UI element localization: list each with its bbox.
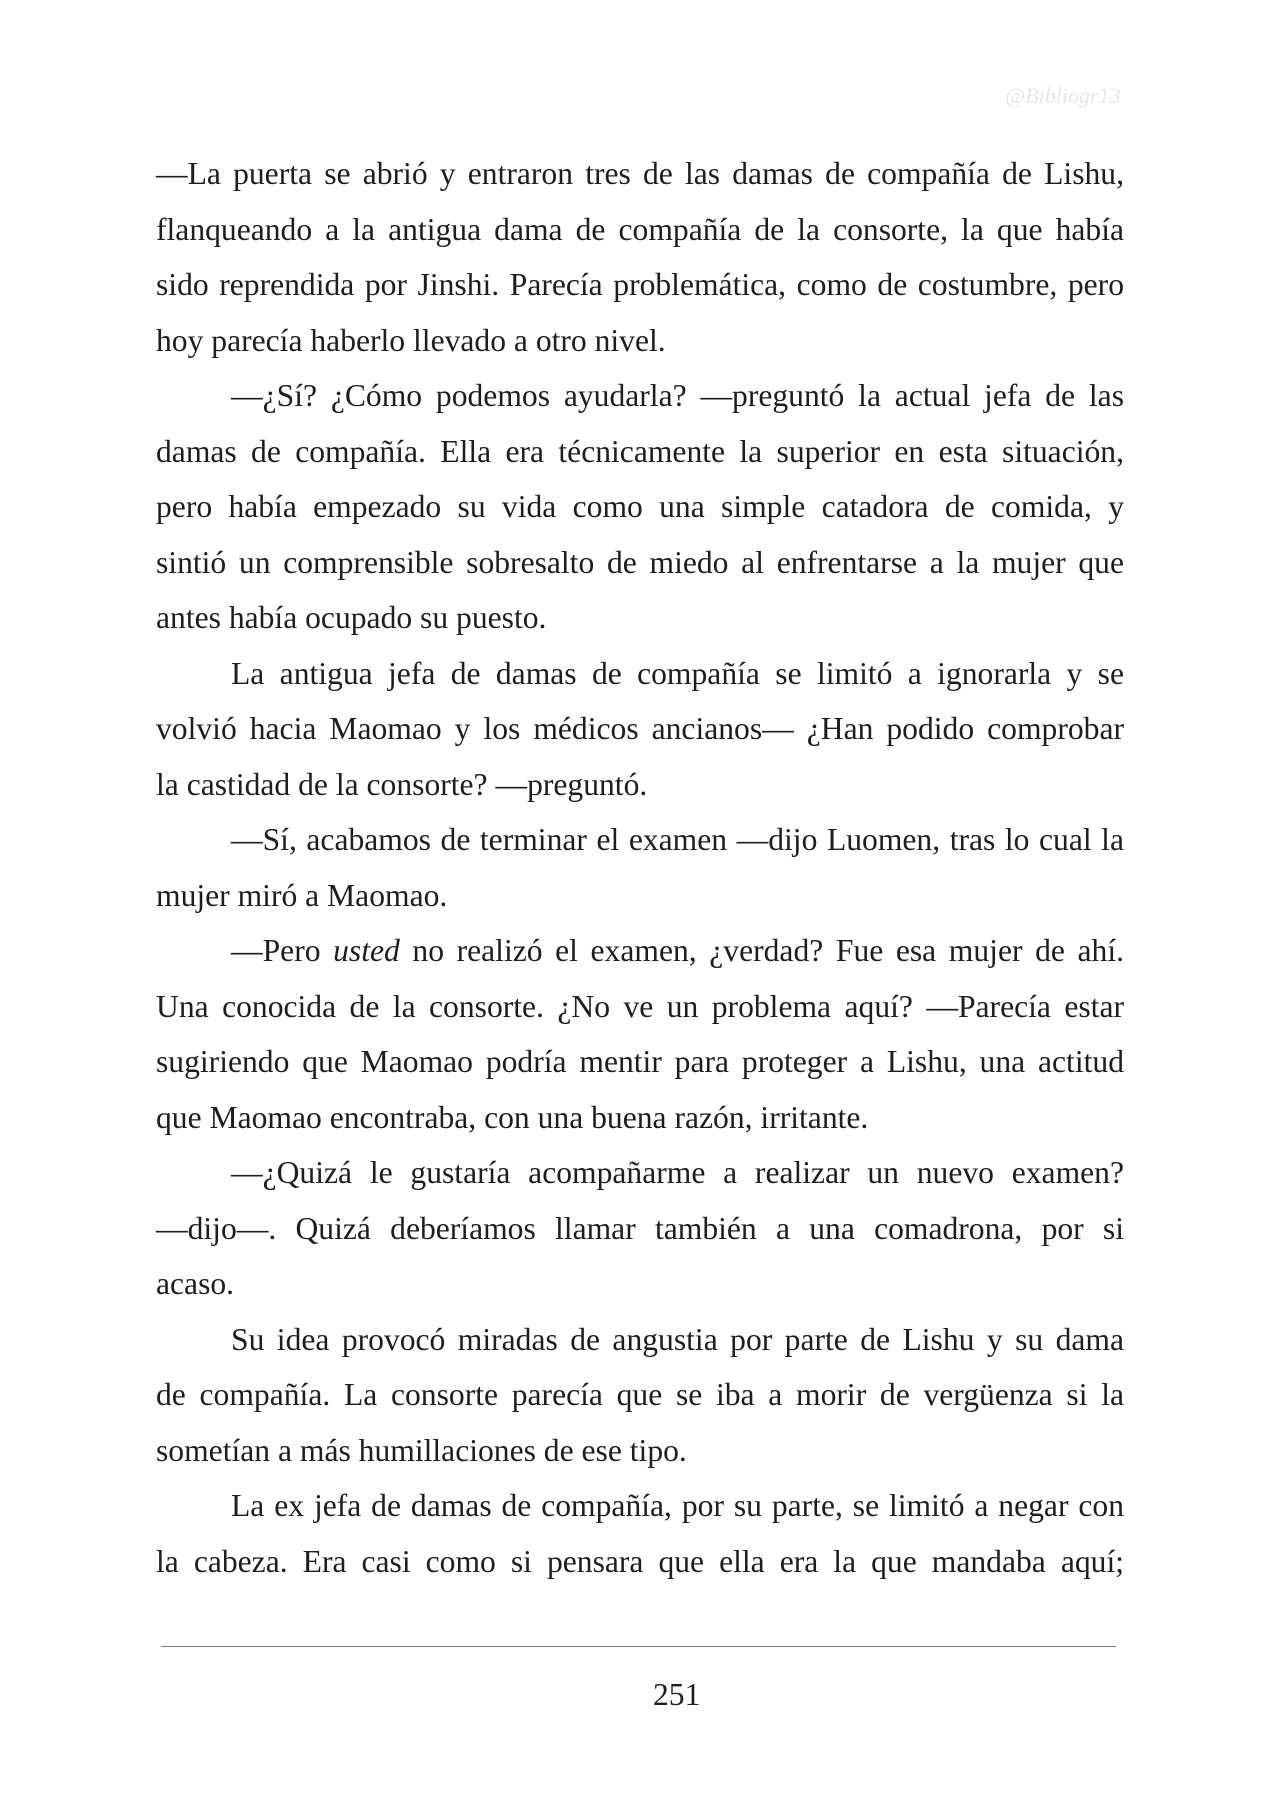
paragraph: [156, 812, 1124, 923]
text-line: damas de compañía. Ella era técnicamente la superior en esta situación,: [156, 433, 1124, 469]
text-line: Una conocida de la consorte. ¿No ve un problema aquí? —Parecía estar: [156, 988, 1124, 1024]
body-text: [156, 146, 1124, 1589]
text-segment: no realizó el examen, ¿verdad? Fue esa mujer de ahí.: [399, 933, 1124, 968]
text-line: la castidad de la consorte? —preguntó.: [156, 766, 648, 802]
text-line: sometían a más humillaciones de ese tipo.: [156, 1432, 687, 1468]
text-line: que Maomao encontraba, con una buena razón, irritante.: [156, 1099, 869, 1135]
text-line: flanqueando a la antigua dama de compañía de la consorte, la que había: [156, 211, 1124, 247]
text-line: —¿Quizá le gustaría acompañarme a realizar un nuevo examen?: [231, 1155, 1124, 1190]
paragraph: [156, 923, 1124, 1145]
text-line: —¿Sí? ¿Cómo podemos ayudarla? —preguntó la actual jefa de las: [231, 378, 1124, 413]
watermark: @Bibliogr13: [1005, 83, 1121, 108]
footer-divider: [161, 1646, 1116, 1647]
page-number: 251: [653, 1677, 701, 1712]
paragraph: [156, 646, 1124, 813]
text-line: la cabeza. Era casi como si pensara que ella era la que mandaba aquí;: [156, 1543, 1124, 1579]
paragraph: [156, 368, 1124, 646]
text-line: La ex jefa de damas de compañía, por su parte, se limitó a negar con: [231, 1488, 1124, 1523]
text-line: Su idea provocó miradas de angustia por parte de Lishu y su dama: [231, 1321, 1124, 1357]
text-segment: —Pero: [231, 933, 334, 968]
text-line: mujer miró a Maomao.: [156, 877, 448, 913]
text-line: de compañía. La consorte parecía que se iba a morir de vergüenza si la: [156, 1377, 1124, 1412]
text-line: sugiriendo que Maomao podría mentir para proteger a Lishu, una actitud: [156, 1044, 1124, 1079]
text-line: [156, 923, 1124, 979]
paragraph: [156, 1478, 1124, 1589]
text-line: sido reprendida por Jinshi. Parecía problemática, como de costumbre, pero: [156, 267, 1124, 302]
text-line: sintió un comprensible sobresalto de miedo al enfrentarse a la mujer que: [156, 544, 1124, 580]
text-line: —La puerta se abrió y entraron tres de las damas de compañía de Lishu,: [156, 156, 1124, 191]
text-line: hoy parecía haberlo llevado a otro nivel.: [156, 322, 666, 358]
text-line: —Sí, acabamos de terminar el examen —dijo Luomen, tras lo cual la: [231, 822, 1124, 857]
paragraph: [156, 1145, 1124, 1312]
italic-word: usted: [333, 933, 400, 968]
text-line: La antigua jefa de damas de compañía se limitó a ignorarla y se: [231, 655, 1124, 691]
text-line: acaso.: [156, 1266, 235, 1301]
paragraph: [156, 1312, 1124, 1479]
text-line: pero había empezado su vida como una simple catadora de comida, y: [156, 489, 1124, 524]
text-line: —dijo—. Quizá deberíamos llamar también a una comadrona, por si: [156, 1210, 1124, 1246]
text-line: volvió hacia Maomao y los médicos ancianos— ¿Han podido comprobar: [156, 711, 1124, 746]
paragraph: [156, 146, 1124, 368]
text-line: antes había ocupado su puesto.: [156, 600, 547, 635]
